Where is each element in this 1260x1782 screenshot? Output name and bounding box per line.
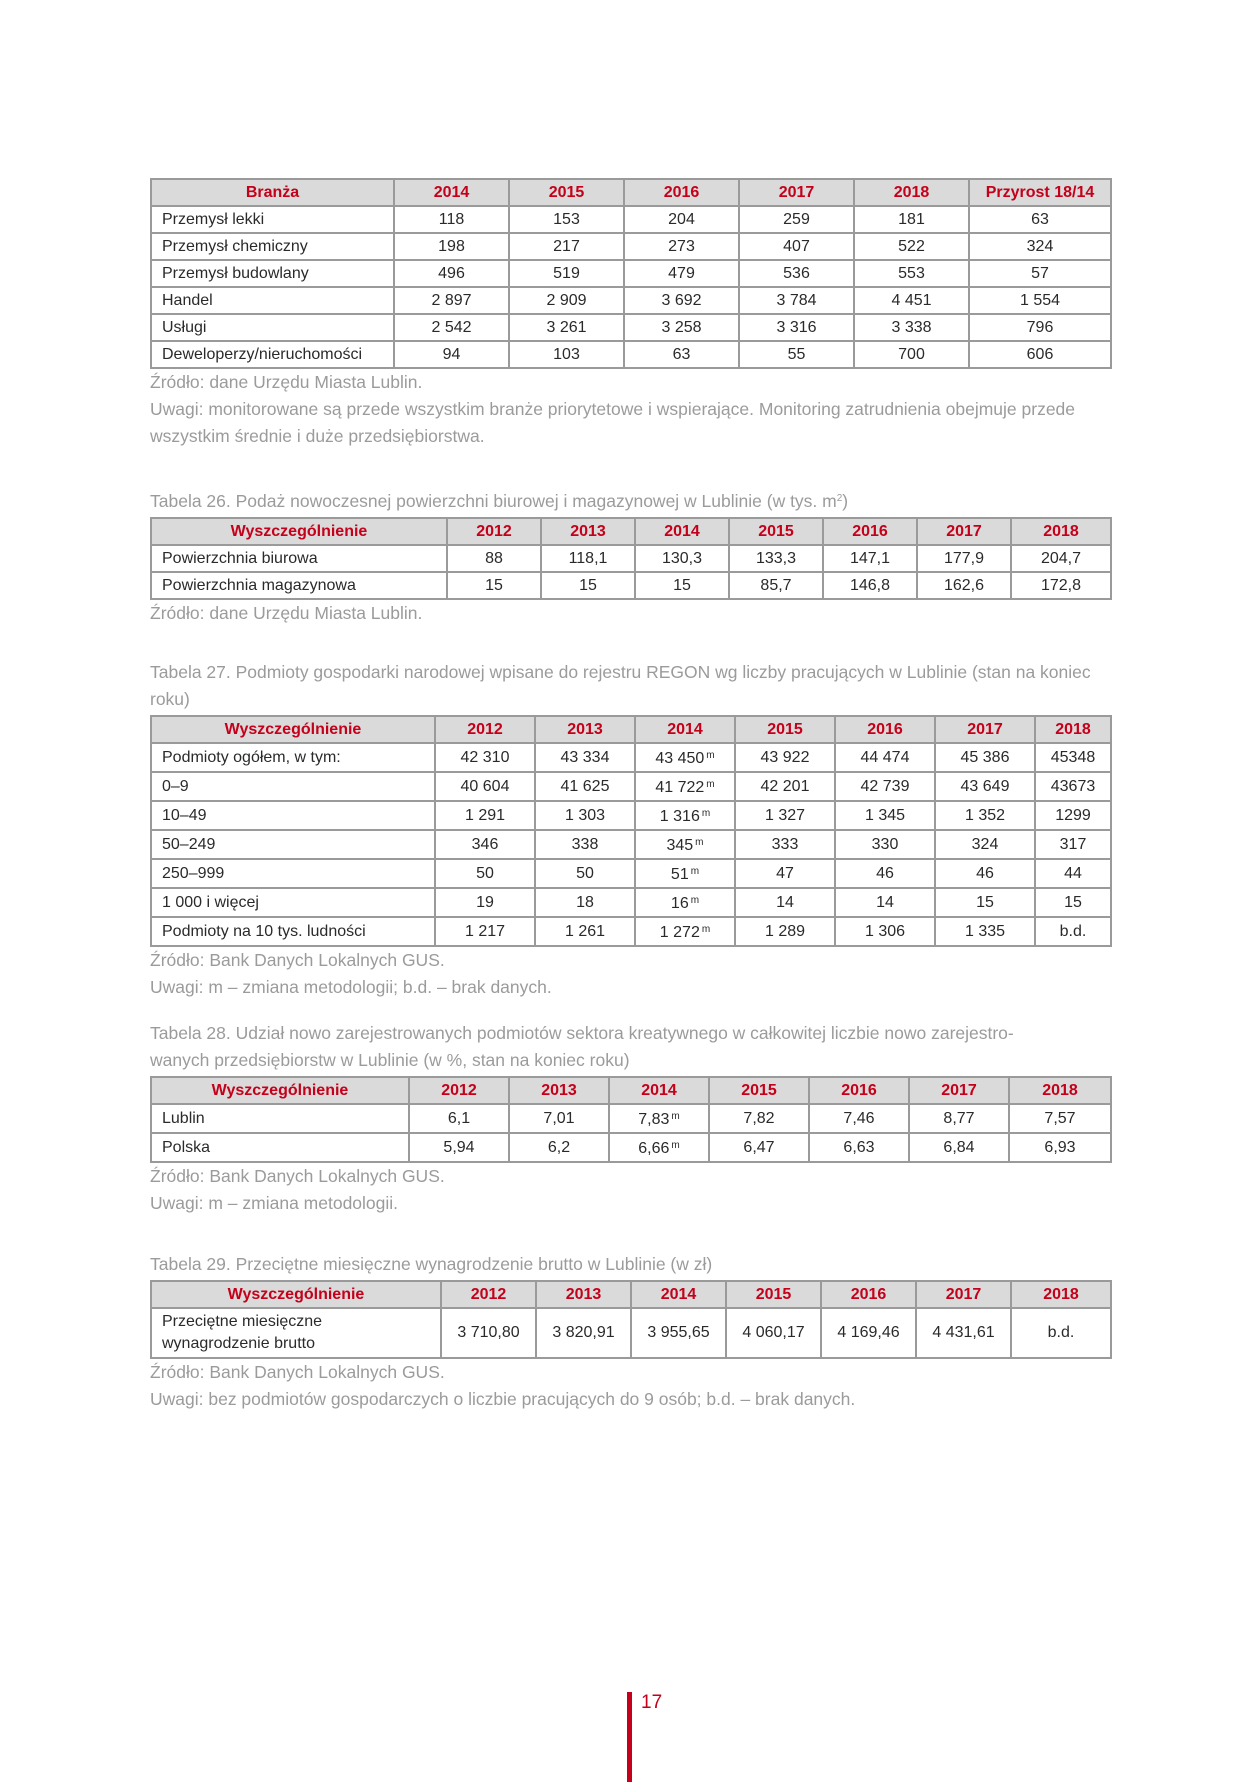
methodology-marker: m (706, 750, 715, 761)
header-cell: 2014 (394, 179, 509, 206)
table-row (151, 859, 1111, 888)
table-row (151, 314, 1111, 341)
table-cell: 19 (435, 888, 535, 917)
row-label: Handel (151, 287, 394, 314)
table-cell: 204 (624, 206, 739, 233)
table-cell: 50 (535, 859, 635, 888)
table-cell: 63 (969, 206, 1111, 233)
table-cell: 796 (969, 314, 1111, 341)
row-label: Podmioty na 10 tys. ludności (151, 917, 435, 946)
table-cell: 94 (394, 341, 509, 368)
cell-value: 41 722 (655, 779, 705, 796)
header-cell: Wyszczególnienie (151, 716, 435, 743)
header-cell: 2018 (854, 179, 969, 206)
table28-note: Uwagi: m – zmiana metodologii. (150, 1193, 399, 1213)
row-label: Usługi (151, 314, 394, 341)
table-cell: 42 201 (735, 772, 835, 801)
table-cell: 1 554 (969, 287, 1111, 314)
header-cell: 2017 (739, 179, 854, 206)
table-cell: 15 (935, 888, 1035, 917)
table-cell: 479 (624, 260, 739, 287)
header-cell: 2017 (917, 518, 1011, 545)
table-cell: 1 352 (935, 801, 1035, 830)
header-cell: 2012 (447, 518, 541, 545)
table26 (150, 517, 1112, 600)
table-cell: 3 820,91 (536, 1308, 631, 1358)
table-cell: 46 (835, 859, 935, 888)
table25-source: Źródło: dane Urzędu Miasta Lublin. (150, 372, 423, 392)
table-cell: 45 386 (935, 743, 1035, 772)
table-cell: 46 (935, 859, 1035, 888)
table-row (151, 772, 1111, 801)
header-cell: 2016 (835, 716, 935, 743)
table-cell: 519 (509, 260, 624, 287)
table-cell: 133,3 (729, 545, 823, 572)
table-cell: 181 (854, 206, 969, 233)
table-cell: 6,47 (709, 1133, 809, 1162)
table-cell: 324 (935, 830, 1035, 859)
table26-caption (150, 485, 1110, 515)
table-cell: 2 542 (394, 314, 509, 341)
header-cell: 2016 (624, 179, 739, 206)
table-cell: 47 (735, 859, 835, 888)
table-cell: 204,7 (1011, 545, 1111, 572)
table-row (151, 233, 1111, 260)
methodology-marker: m (701, 808, 711, 819)
table-cell: 1 217 (435, 917, 535, 946)
row-label: Polska (151, 1133, 409, 1162)
table-cell: 3 692 (624, 287, 739, 314)
table28-source: Źródło: Bank Danych Lokalnych GUS. (150, 1166, 445, 1186)
table-row (151, 206, 1111, 233)
table-cell: 5,94 (409, 1133, 509, 1162)
table-cell: 6,84 (909, 1133, 1009, 1162)
table-cell: 2 909 (509, 287, 624, 314)
header-cell: 2012 (435, 716, 535, 743)
header-cell: 2015 (729, 518, 823, 545)
methodology-marker: m (690, 895, 700, 906)
row-label: Przemysł budowlany (151, 260, 394, 287)
table-cell: 103 (509, 341, 624, 368)
cell-value: 51 (670, 866, 689, 883)
table-cell: 42 310 (435, 743, 535, 772)
table-cell: 407 (739, 233, 854, 260)
table-cell-methodology (635, 859, 735, 888)
row-label: 1 000 i więcej (151, 888, 435, 917)
table-cell: 7,46 (809, 1104, 909, 1133)
table-cell-methodology (609, 1133, 709, 1162)
table-cell: 18 (535, 888, 635, 917)
cell-value: 7,83 (638, 1111, 670, 1128)
caption-text: Tabela 26. Podaż nowoczesnej powierzchni biurowej i magazynowej w Lublinie (w tys. m (150, 491, 837, 511)
table-cell: 43 649 (935, 772, 1035, 801)
table-cell: 6,63 (809, 1133, 909, 1162)
table-row (151, 888, 1111, 917)
header-cell: 2017 (935, 716, 1035, 743)
header-cell: 2016 (821, 1281, 916, 1308)
header-cell: Wyszczególnienie (151, 1077, 409, 1104)
table26-header-row (151, 518, 1111, 545)
table25 (150, 178, 1112, 369)
table-cell: 2 897 (394, 287, 509, 314)
table-cell: 15 (635, 572, 729, 599)
table-cell: 1 291 (435, 801, 535, 830)
header-cell: 2016 (823, 518, 917, 545)
table-cell: 14 (835, 888, 935, 917)
table-cell: 3 338 (854, 314, 969, 341)
table-row (151, 917, 1111, 946)
header-cell: 2015 (735, 716, 835, 743)
page-number: 17 (641, 1692, 663, 1713)
caption-superscript: 2 (836, 493, 843, 504)
table-cell: 15 (541, 572, 635, 599)
table-cell: 7,57 (1009, 1104, 1111, 1133)
methodology-marker: m (690, 866, 700, 877)
table-cell: 42 739 (835, 772, 935, 801)
page-marker-bar (627, 1692, 632, 1782)
table-row (151, 743, 1111, 772)
table-cell: 217 (509, 233, 624, 260)
table-cell: 43673 (1035, 772, 1111, 801)
table29 (150, 1280, 1112, 1359)
table-cell: 7,82 (709, 1104, 809, 1133)
table-cell: 146,8 (823, 572, 917, 599)
table-row (151, 545, 1111, 572)
table-cell: 88 (447, 545, 541, 572)
table-cell: 162,6 (917, 572, 1011, 599)
table-row (151, 572, 1111, 599)
table-cell: 1 306 (835, 917, 935, 946)
row-label: 250–999 (151, 859, 435, 888)
header-cell: 2017 (909, 1077, 1009, 1104)
table-cell: 4 451 (854, 287, 969, 314)
table27-header-row (151, 716, 1111, 743)
table-cell-methodology (635, 801, 735, 830)
table28-caption (150, 1020, 1110, 1074)
table-cell: b.d. (1035, 917, 1111, 946)
methodology-marker: m (671, 1140, 680, 1151)
row-label: Podmioty ogółem, w tym: (151, 743, 435, 772)
table-row (151, 341, 1111, 368)
header-cell: 2015 (709, 1077, 809, 1104)
table-row (151, 1308, 1111, 1358)
table-cell: 553 (854, 260, 969, 287)
table-cell: 118 (394, 206, 509, 233)
table-cell-methodology (635, 743, 735, 772)
table-row (151, 801, 1111, 830)
row-label: Przemysł lekki (151, 206, 394, 233)
table27 (150, 715, 1112, 947)
table-cell: 338 (535, 830, 635, 859)
table-cell: 14 (735, 888, 835, 917)
table-cell: 41 625 (535, 772, 635, 801)
header-cell: Przyrost 18/14 (969, 179, 1111, 206)
row-label: 0–9 (151, 772, 435, 801)
table-row (151, 830, 1111, 859)
table-cell: 3 784 (739, 287, 854, 314)
table27-source: Źródło: Bank Danych Lokalnych GUS. (150, 950, 445, 970)
table-cell: 3 955,65 (631, 1308, 726, 1358)
header-cell: 2014 (635, 518, 729, 545)
table-row (151, 260, 1111, 287)
table-cell: 85,7 (729, 572, 823, 599)
table-cell: 3 316 (739, 314, 854, 341)
methodology-marker: m (695, 837, 704, 848)
table-cell-methodology (635, 772, 735, 801)
cell-value: 16 (670, 895, 689, 912)
table26-block (150, 485, 1110, 627)
header-cell: 2017 (916, 1281, 1011, 1308)
header-cell: 2018 (1011, 1281, 1111, 1308)
header-cell: 2012 (409, 1077, 509, 1104)
table-cell: 153 (509, 206, 624, 233)
table-cell: 259 (739, 206, 854, 233)
table-cell: 324 (969, 233, 1111, 260)
table-cell: 55 (739, 341, 854, 368)
table-cell: 273 (624, 233, 739, 260)
table-cell: 63 (624, 341, 739, 368)
table-cell-methodology (635, 830, 735, 859)
row-label: Powierzchnia magazynowa (151, 572, 447, 599)
table-cell-methodology (609, 1104, 709, 1133)
row-label: Powierzchnia biurowa (151, 545, 447, 572)
table-cell: 4 169,46 (821, 1308, 916, 1358)
header-cell: 2013 (541, 518, 635, 545)
table-cell: 44 474 (835, 743, 935, 772)
header-cell: Wyszczególnienie (151, 518, 447, 545)
caption-end: ) (842, 491, 849, 511)
table-cell: 1 345 (835, 801, 935, 830)
table-cell: 536 (739, 260, 854, 287)
table-cell: 496 (394, 260, 509, 287)
table-cell-methodology (635, 917, 735, 946)
header-cell: Branża (151, 179, 394, 206)
table28 (150, 1076, 1112, 1163)
table-cell: 333 (735, 830, 835, 859)
table28-block (150, 1020, 1110, 1217)
cell-value: 43 450 (655, 750, 705, 767)
row-label: Deweloperzy/nieruchomości (151, 341, 394, 368)
header-cell: 2013 (509, 1077, 609, 1104)
header-cell: 2018 (1009, 1077, 1111, 1104)
table-cell: 40 604 (435, 772, 535, 801)
table-cell: 1 289 (735, 917, 835, 946)
table-cell: 1299 (1035, 801, 1111, 830)
table-cell: 198 (394, 233, 509, 260)
table-cell: 130,3 (635, 545, 729, 572)
table-row (151, 1104, 1111, 1133)
table-cell: 6,2 (509, 1133, 609, 1162)
row-label: Przeciętne miesięczne wynagrodzenie brutto (151, 1308, 441, 1358)
table-cell: 606 (969, 341, 1111, 368)
header-cell: 2013 (535, 716, 635, 743)
header-cell: 2014 (631, 1281, 726, 1308)
table-cell: 4 060,17 (726, 1308, 821, 1358)
table-cell: 1 327 (735, 801, 835, 830)
table-cell: 43 922 (735, 743, 835, 772)
cell-value: 1 316 (659, 808, 700, 825)
row-label: 10–49 (151, 801, 435, 830)
table-cell: 7,01 (509, 1104, 609, 1133)
table-cell: 50 (435, 859, 535, 888)
table-cell: 15 (447, 572, 541, 599)
header-cell: 2015 (726, 1281, 821, 1308)
table-cell: 522 (854, 233, 969, 260)
table-cell: 3 261 (509, 314, 624, 341)
table-cell: 6,1 (409, 1104, 509, 1133)
table-cell: 330 (835, 830, 935, 859)
table-cell: 700 (854, 341, 969, 368)
table29-source: Źródło: Bank Danych Lokalnych GUS. (150, 1362, 445, 1382)
header-cell: 2013 (536, 1281, 631, 1308)
cell-value: 6,66 (638, 1140, 670, 1157)
table-cell: 118,1 (541, 545, 635, 572)
table-cell: 1 335 (935, 917, 1035, 946)
table25-note: Uwagi: monitorowane są przede wszystkim branże priorytetowe i wspierające. Monitoring zatrudnienia obejmuje przede wszystkim średnie i duże przedsiębiorstwa. (150, 399, 1076, 446)
table-cell: 3 258 (624, 314, 739, 341)
table-cell: 45348 (1035, 743, 1111, 772)
row-label: Lublin (151, 1104, 409, 1133)
table-cell: 1 303 (535, 801, 635, 830)
caption-line: Tabela 28. Udział nowo zarejestrowanych podmiotów sektora kreatywnego w całkowitej liczbie nowo zarejestro- (150, 1023, 1014, 1043)
table27-caption: Tabela 27. Podmioty gospodarki narodowej wpisane do rejestru REGON wg liczby pracujących w Lublinie (stan na koniec roku) (150, 662, 1091, 709)
table28-header-row (151, 1077, 1111, 1104)
table-cell: 4 431,61 (916, 1308, 1011, 1358)
table-cell: 44 (1035, 859, 1111, 888)
cell-value: 345 (666, 837, 694, 854)
table-cell: 8,77 (909, 1104, 1009, 1133)
table29-header-row (151, 1281, 1111, 1308)
header-cell: 2014 (609, 1077, 709, 1104)
table-cell: 177,9 (917, 545, 1011, 572)
table-row (151, 287, 1111, 314)
table29-caption: Tabela 29. Przeciętne miesięczne wynagrodzenie brutto w Lublinie (w zł) (150, 1254, 713, 1274)
table25-header-row (151, 179, 1111, 206)
header-cell: 2014 (635, 716, 735, 743)
table-cell: 172,8 (1011, 572, 1111, 599)
table29-block (150, 1251, 1110, 1413)
methodology-marker: m (701, 924, 711, 935)
table-cell: 3 710,80 (441, 1308, 536, 1358)
table26-source: Źródło: dane Urzędu Miasta Lublin. (150, 603, 423, 623)
table27-block (150, 659, 1110, 1001)
table25-block (150, 178, 1110, 450)
row-label: 50–249 (151, 830, 435, 859)
header-cell: 2012 (441, 1281, 536, 1308)
table-cell: 15 (1035, 888, 1111, 917)
table-cell: 1 261 (535, 917, 635, 946)
header-cell: 2018 (1011, 518, 1111, 545)
table-cell: 43 334 (535, 743, 635, 772)
caption-line: wanych przedsiębiorstw w Lublinie (w %, stan na koniec roku) (150, 1050, 630, 1070)
methodology-marker: m (706, 779, 715, 790)
table-cell: b.d. (1011, 1308, 1111, 1358)
cell-value: 1 272 (659, 924, 700, 941)
header-cell: 2015 (509, 179, 624, 206)
header-cell: 2018 (1035, 716, 1111, 743)
table-cell: 147,1 (823, 545, 917, 572)
header-cell: 2016 (809, 1077, 909, 1104)
table-cell: 57 (969, 260, 1111, 287)
table-cell: 317 (1035, 830, 1111, 859)
table27-note: Uwagi: m – zmiana metodologii; b.d. – brak danych. (150, 977, 552, 997)
methodology-marker: m (671, 1111, 680, 1122)
table29-note: Uwagi: bez podmiotów gospodarczych o liczbie pracujących do 9 osób; b.d. – brak danych. (150, 1389, 856, 1409)
table-cell: 346 (435, 830, 535, 859)
table-row (151, 1133, 1111, 1162)
row-label: Przemysł chemiczny (151, 233, 394, 260)
table-cell: 6,93 (1009, 1133, 1111, 1162)
table-cell-methodology (635, 888, 735, 917)
header-cell: Wyszczególnienie (151, 1281, 441, 1308)
